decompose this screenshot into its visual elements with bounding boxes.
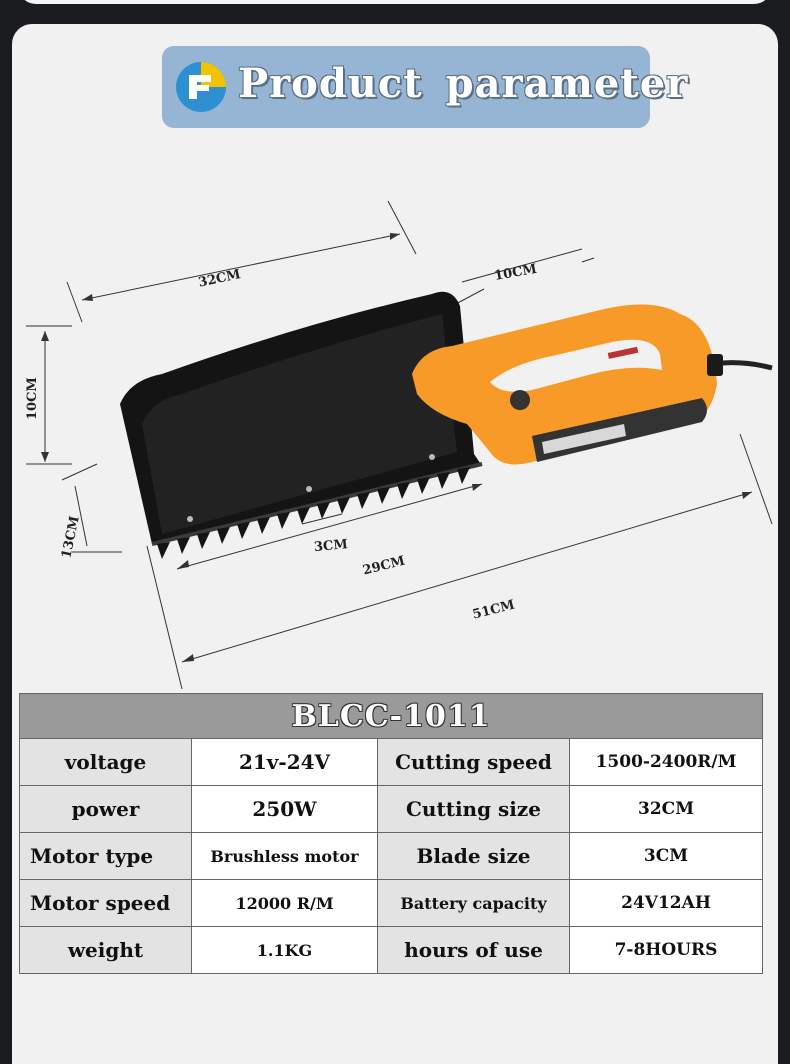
spec-label: Motor speed bbox=[20, 880, 192, 927]
spec-value: 1.1KG bbox=[192, 927, 378, 974]
product-image bbox=[12, 174, 778, 694]
spec-label: Battery capacity bbox=[378, 880, 570, 927]
page-title: Product parameter bbox=[238, 60, 689, 107]
spec-value: 12000 R/M bbox=[192, 880, 378, 927]
spec-value: 250W bbox=[192, 786, 378, 833]
spec-row bbox=[20, 833, 763, 880]
spec-label: Motor type bbox=[20, 833, 192, 880]
spec-row bbox=[20, 880, 763, 927]
spec-value: 3CM bbox=[570, 833, 763, 880]
dim-handle: 10CM bbox=[493, 261, 539, 284]
dim-blade-length: 29CM bbox=[361, 553, 407, 579]
spec-value: 21v-24V bbox=[192, 739, 378, 786]
dim-total-length: 51CM bbox=[471, 597, 517, 623]
spec-row bbox=[20, 739, 763, 786]
spec-value: 1500-2400R/M bbox=[570, 739, 763, 786]
spec-label: hours of use bbox=[378, 927, 570, 974]
spec-label: voltage bbox=[20, 739, 192, 786]
dim-length-top: 32CM bbox=[197, 267, 243, 291]
spec-label: weight bbox=[20, 927, 192, 974]
dim-blade-gap: 3CM bbox=[313, 537, 349, 556]
brand-logo-icon bbox=[175, 61, 227, 113]
spec-value: 7-8HOURS bbox=[570, 927, 763, 974]
model-name: BLCC-1011 bbox=[20, 694, 763, 739]
spec-label: Blade size bbox=[378, 833, 570, 880]
spec-value: Brushless motor bbox=[192, 833, 378, 880]
spec-row bbox=[20, 927, 763, 974]
spec-value: 32CM bbox=[570, 786, 763, 833]
spec-row bbox=[20, 786, 763, 833]
spec-label: power bbox=[20, 786, 192, 833]
spec-value: 24V12AH bbox=[570, 880, 763, 927]
spec-label: Cutting size bbox=[378, 786, 570, 833]
dim-blade-height: 13CM bbox=[59, 514, 83, 560]
previous-section-card bbox=[18, 0, 772, 4]
product-parameter-card bbox=[12, 24, 778, 1064]
section-banner bbox=[162, 46, 689, 128]
spec-table bbox=[19, 693, 763, 974]
spec-label: Cutting speed bbox=[378, 739, 570, 786]
blade-guard bbox=[120, 292, 482, 544]
dim-height: 10CM bbox=[25, 377, 40, 420]
